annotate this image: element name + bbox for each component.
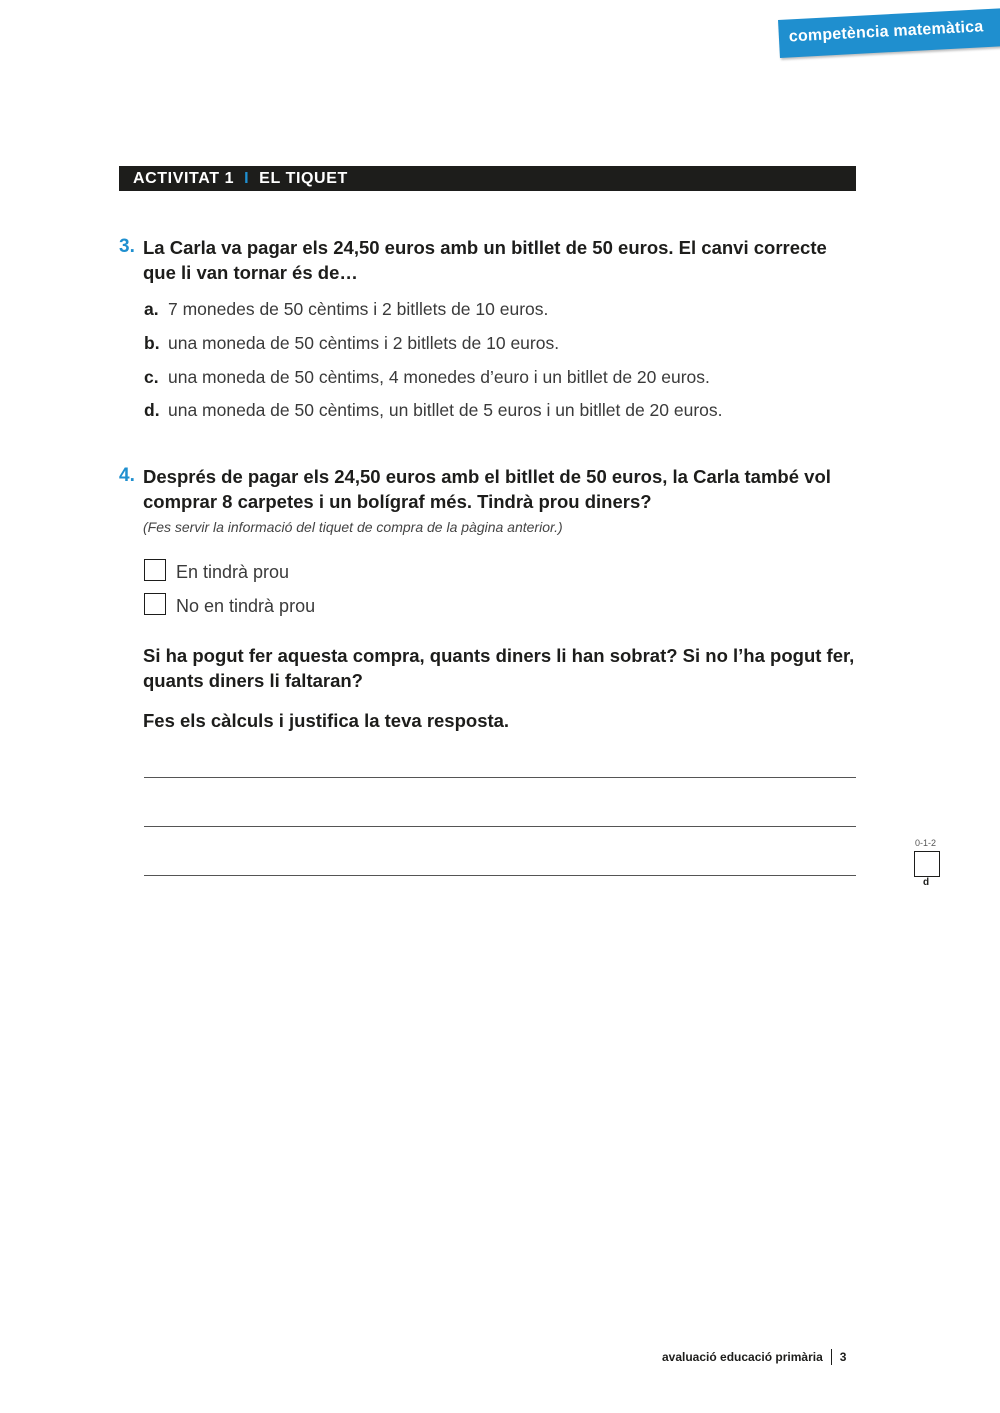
- footer-text: avaluació educació primària: [662, 1350, 823, 1364]
- subject-tab-label: competència matemàtica: [788, 18, 984, 46]
- question-3-text: La Carla va pagar els 24,50 euros amb un bitllet de 50 euros. El canvi correcte que li van tornar és de…: [143, 237, 827, 283]
- option-text: una moneda de 50 cèntims, un bitllet de 5 euros i un bitllet de 20 euros.: [168, 400, 723, 420]
- activity-label: ACTIVITAT 1: [133, 170, 235, 187]
- option-letter: b.: [144, 333, 160, 353]
- question-3-option-d[interactable]: [144, 400, 723, 421]
- footer: [662, 1349, 846, 1365]
- answer-line-3[interactable]: [144, 875, 856, 876]
- question-4-instruction: Fes els càlculs i justifica la teva resposta.: [143, 710, 510, 731]
- score-box[interactable]: [914, 851, 940, 877]
- score-scale: 0-1-2: [915, 838, 937, 848]
- checkbox-not-enough-label: No en tindrà prou: [176, 596, 316, 616]
- score-letter: d: [923, 877, 930, 888]
- activity-header: [119, 166, 856, 191]
- question-4-number: 4.: [119, 465, 135, 486]
- option-text: una moneda de 50 cèntims i 2 bitllets de 10 euros.: [168, 333, 560, 353]
- answer-line-1[interactable]: [144, 777, 856, 778]
- question-4-followup: Si ha pogut fer aquesta compra, quants diners li han sobrat? Si no l’ha pogut fer, quants diners li faltaran?: [143, 645, 855, 691]
- question-3-option-a[interactable]: [144, 299, 548, 320]
- checkbox-not-enough[interactable]: [144, 593, 166, 615]
- checkbox-enough[interactable]: [144, 559, 166, 581]
- option-letter: d.: [144, 400, 160, 420]
- answer-line-2[interactable]: [144, 826, 856, 827]
- question-3-number: 3.: [119, 236, 135, 257]
- subject-tab: [778, 7, 1000, 58]
- question-4-note: (Fes servir la informació del tiquet de compra de la pàgina anterior.): [143, 519, 563, 535]
- question-4-text: Després de pagar els 24,50 euros amb el bitllet de 50 euros, la Carla també vol comprar 8 carpetes i un bolígraf més. Tindrà prou diners?: [143, 466, 831, 512]
- activity-separator: I: [244, 170, 250, 187]
- option-letter: a.: [144, 299, 159, 319]
- footer-divider: [831, 1349, 832, 1365]
- option-text: 7 monedes de 50 cèntims i 2 bitllets de 10 euros.: [168, 299, 549, 319]
- page-number: 3: [839, 1350, 847, 1364]
- option-letter: c.: [144, 367, 159, 387]
- option-text: una moneda de 50 cèntims, 4 monedes d’euro i un bitllet de 20 euros.: [168, 367, 710, 387]
- question-3-option-b[interactable]: [144, 333, 559, 354]
- checkbox-enough-label: En tindrà prou: [176, 562, 290, 582]
- question-3-option-c[interactable]: [144, 367, 710, 388]
- activity-title: EL TIQUET: [259, 170, 348, 187]
